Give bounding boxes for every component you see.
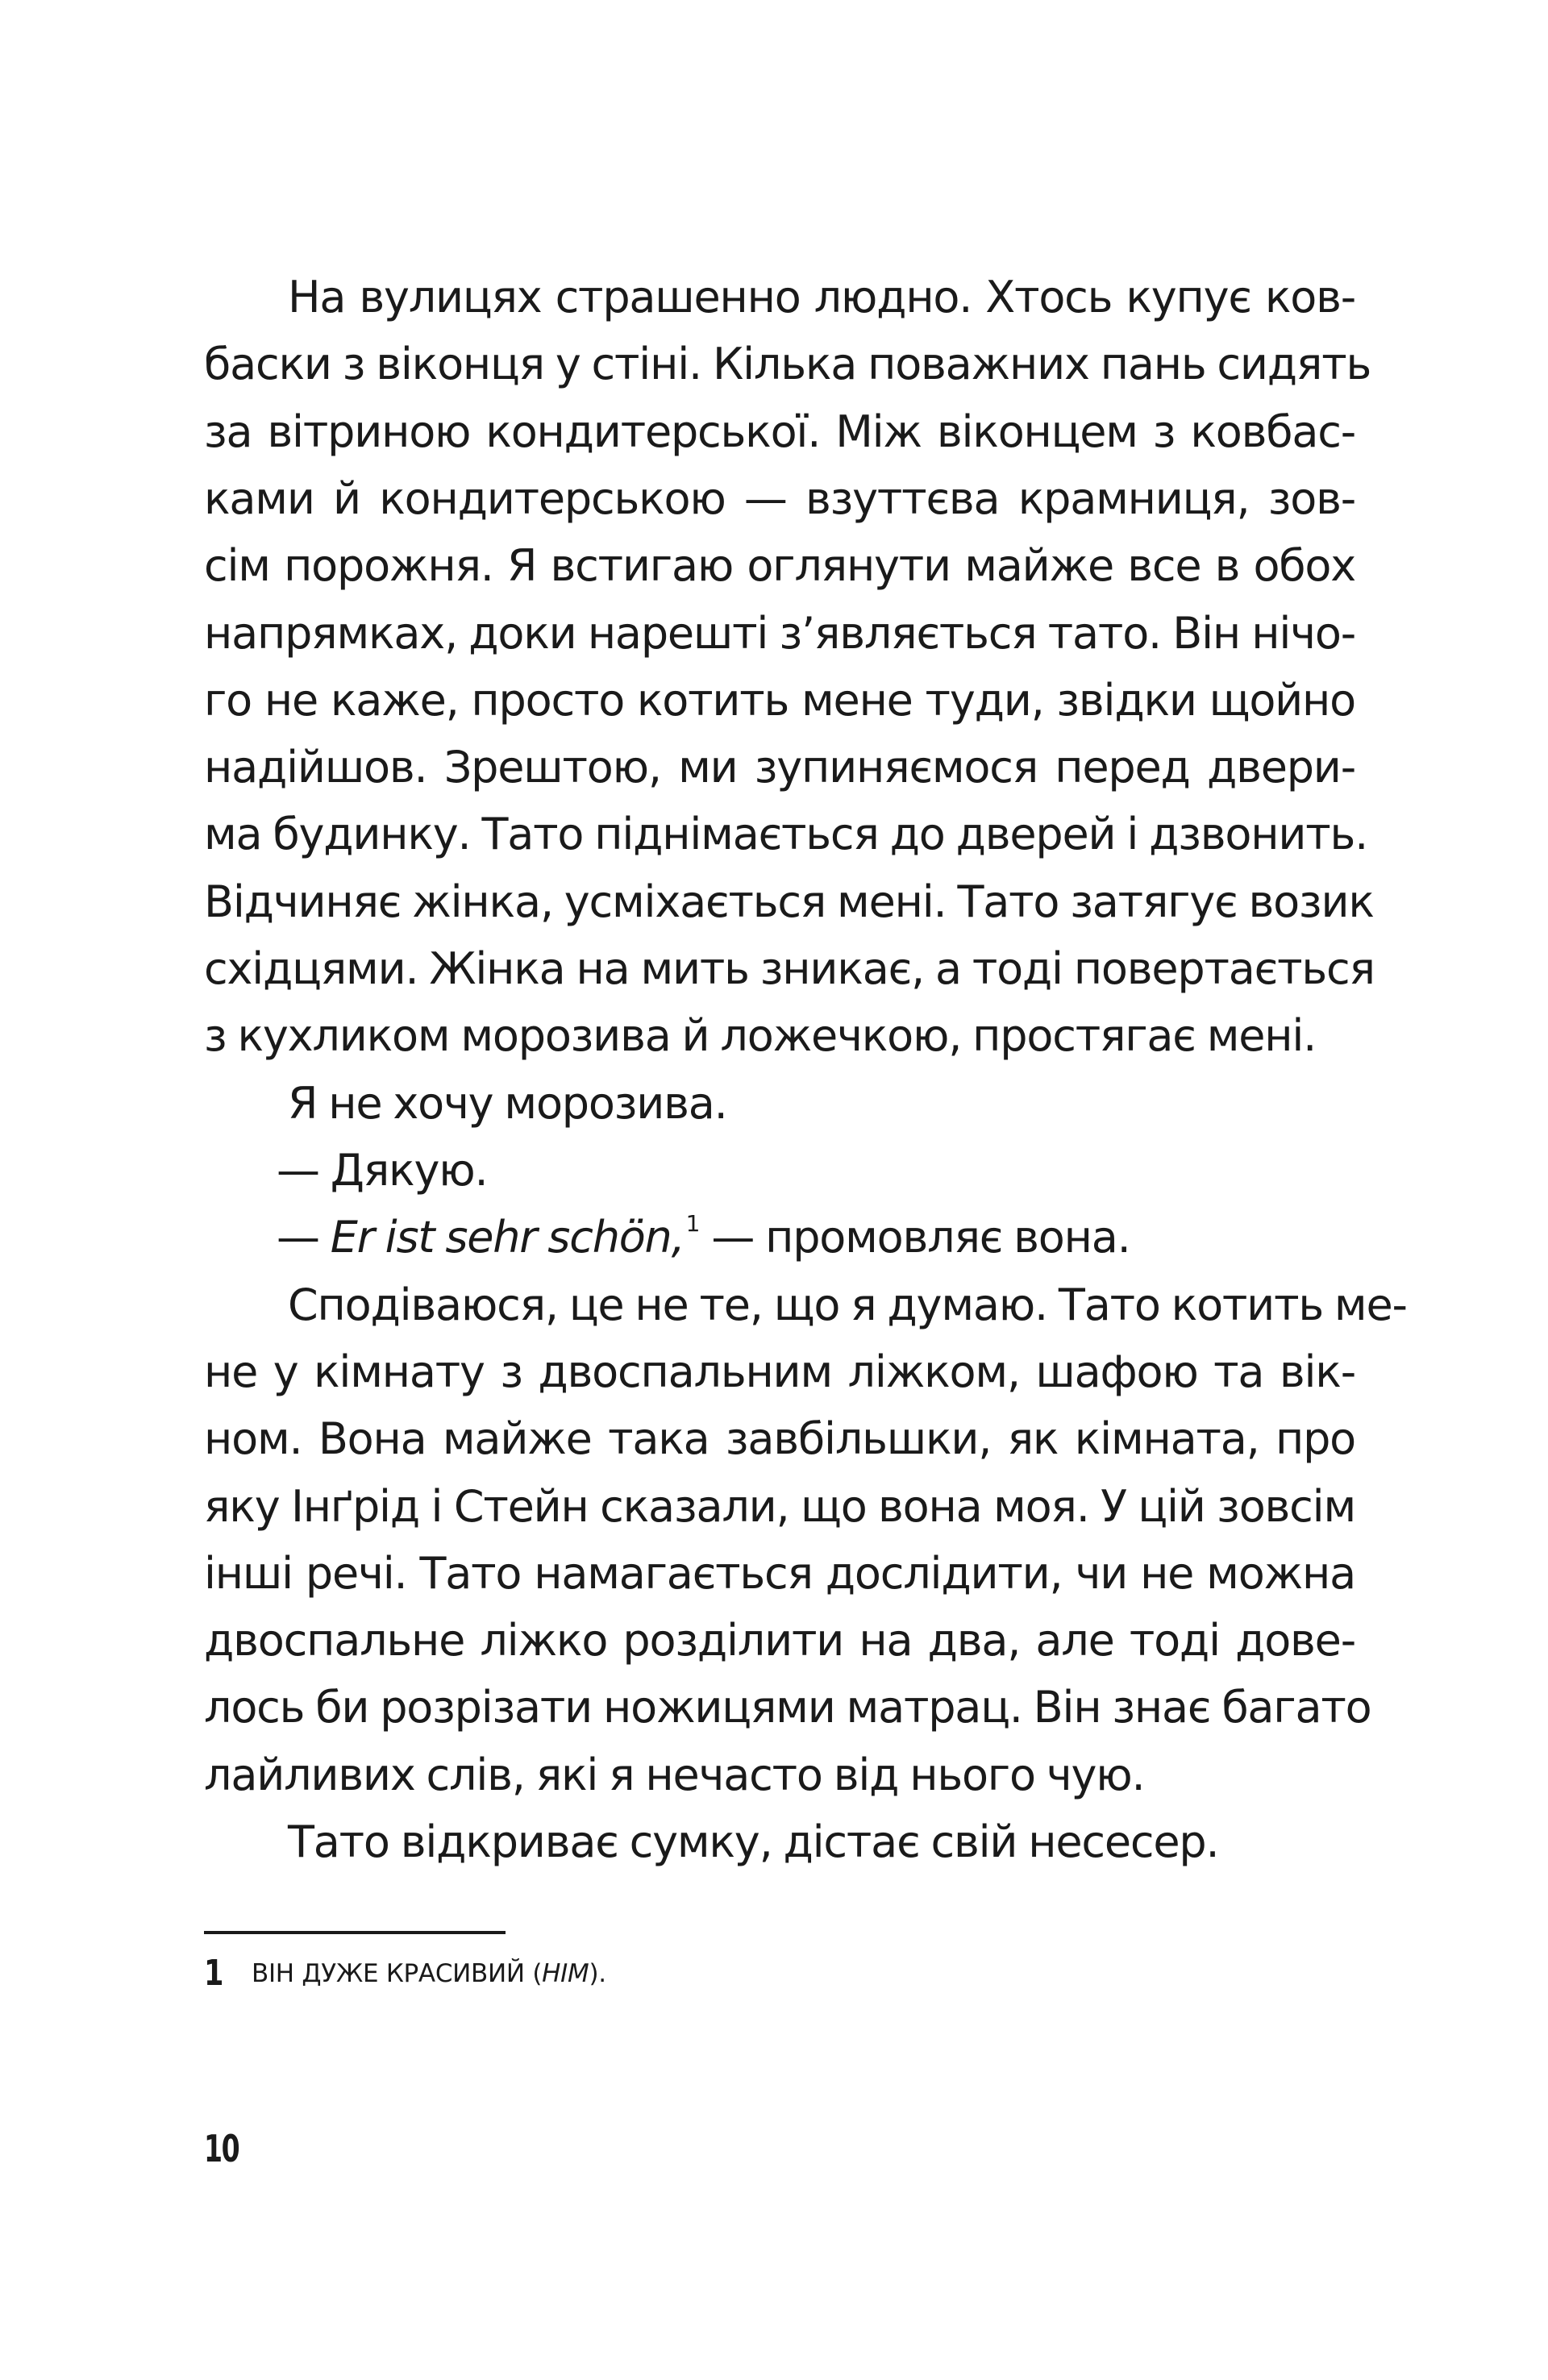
text-line: двоспальне ліжко розділити на два, але тоді дове- xyxy=(204,1615,1355,1666)
text-line: надійшов. Зрештою, ми зупиняємося перед двери- xyxy=(204,742,1355,793)
text-line: яку Інґрід і Стейн сказали, що вона моя. У цій зовсім xyxy=(204,1481,1355,1532)
text-line: Тато відкриває сумку, дістає свій несесер. xyxy=(288,1816,1219,1867)
dialogue-line xyxy=(277,1204,1355,1271)
footnote-number: 1 xyxy=(204,1953,223,1994)
text-line: не у кімнату з двоспальним ліжком, шафою та вік- xyxy=(204,1346,1355,1397)
text-line: інші речі. Тато намагається дослідити, чи не можна xyxy=(204,1548,1355,1599)
text-line: лось би розрізати ножицями матрац. Він знає багато xyxy=(204,1682,1371,1733)
text-line: баски з віконця у стіні. Кілька поважних пань сидять xyxy=(204,339,1371,389)
text-line: сім порожня. Я встигаю оглянути майже все в обох xyxy=(204,540,1355,591)
footnote-reference[interactable]: 1 xyxy=(685,1210,701,1237)
dialogue-line: — Дякую. xyxy=(277,1145,488,1196)
text-line: Сподіваюся, це не те, що я думаю. Тато котить ме- xyxy=(288,1279,1407,1330)
text-line: лайливих слів, які я нечасто від нього чую. xyxy=(204,1750,1145,1800)
text-line: ма будинку. Тато піднімається до дверей і дзвонить. xyxy=(204,809,1368,859)
footnote-divider xyxy=(204,1931,506,1934)
text-line: На вулицях страшенно людно. Хтось купує ков- xyxy=(288,272,1355,322)
footnote-text-after: ). xyxy=(589,1959,606,1988)
text-line: Я не хочу морозива. xyxy=(288,1078,727,1129)
text-line: Відчиняє жінка, усміхається мені. Тато затягує возик xyxy=(204,876,1374,927)
page-number: 10 xyxy=(204,2127,239,2170)
text-line: го не каже, просто котить мене туди, звідки щойно xyxy=(204,675,1355,726)
text-line: східцями. Жінка на мить зникає, а тоді повертається xyxy=(204,943,1375,994)
footnote-text-before: ВІН ДУЖЕ КРАСИВИЙ ( xyxy=(252,1959,543,1988)
text-line: з кухликом морозива й ложечкою, простягає мені. xyxy=(204,1010,1317,1061)
german-phrase: Er ist sehr schön, xyxy=(330,1212,685,1263)
text-line: ками й кондитерською — взуттєва крамниця, зов- xyxy=(204,473,1355,524)
text-line: напрямках, доки нарешті з’являється тато. Він нічо- xyxy=(204,608,1355,659)
footnote-text-italic: НІМ xyxy=(542,1959,589,1988)
footnote-text xyxy=(252,1951,606,1996)
dialogue-dash: — xyxy=(277,1212,331,1263)
text-line: за вітриною кондитерської. Між віконцем з ковбас- xyxy=(204,406,1355,457)
text-line: ном. Вона майже така завбільшки, як кімната, про xyxy=(204,1413,1355,1464)
dialogue-rest: — промовляє вона. xyxy=(700,1212,1130,1263)
